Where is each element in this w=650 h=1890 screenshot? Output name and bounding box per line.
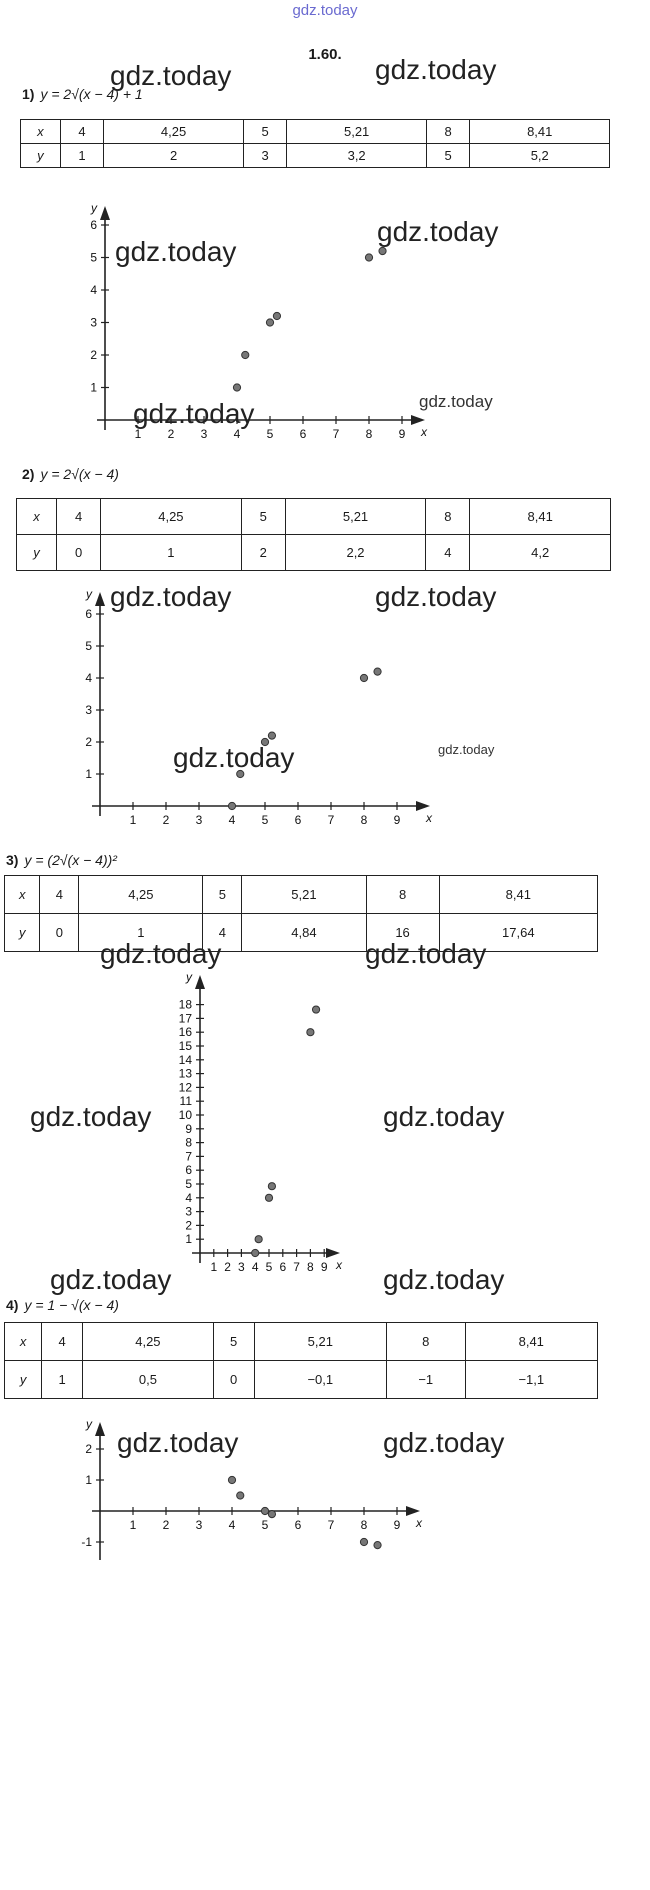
table-cell: 5,21 <box>254 1323 386 1361</box>
watermark: gdz.today <box>383 1427 505 1458</box>
watermark: gdz.today <box>100 938 222 969</box>
table-cell: 4 <box>40 876 79 914</box>
table-cell: 3,2 <box>287 144 426 168</box>
y-tick-label: -1 <box>81 1535 92 1549</box>
data-point <box>268 732 275 739</box>
part-2-title <box>22 466 119 482</box>
table-cell: 8 <box>426 499 470 535</box>
data-point <box>268 1183 275 1190</box>
x-tick-label: 9 <box>398 427 406 441</box>
y-tick-label: 2 <box>85 735 92 749</box>
table-cell: 4 <box>42 1323 83 1361</box>
data-point <box>307 1029 314 1036</box>
x-tick-label: 4 <box>251 1260 259 1274</box>
y-tick-label: 5 <box>90 250 97 265</box>
part-4-title <box>6 1297 119 1313</box>
table-cell: 1 <box>79 914 203 952</box>
x-tick-label: 4 <box>228 813 236 827</box>
table-cell: 0 <box>57 535 101 571</box>
watermark: gdz.today <box>133 398 255 429</box>
table-cell: 4,84 <box>242 914 366 952</box>
y-tick-label: 4 <box>90 283 97 297</box>
task-number: 1.60. <box>308 46 342 63</box>
y-tick-label: 9 <box>185 1121 192 1136</box>
x-tick-label: 2 <box>224 1260 231 1274</box>
table-cell: −1 <box>386 1361 465 1399</box>
table-cell: 2 <box>104 144 243 168</box>
y-tick-label: 12 <box>178 1080 192 1095</box>
y-tick-label: 5 <box>85 639 92 653</box>
table-cell: 5,2 <box>470 144 610 168</box>
table-header-y: y <box>5 1361 42 1399</box>
part-4-formula: y = 1 − √(x − 4) <box>24 1297 119 1313</box>
y-axis-label: y <box>91 201 97 215</box>
table-row-x <box>17 499 611 535</box>
x-tick-label: 6 <box>294 1518 302 1532</box>
watermark: gdz.today <box>30 1101 152 1132</box>
x-tick-label: 5 <box>261 1518 269 1532</box>
x-tick-label: 4 <box>233 427 241 441</box>
table-cell: 1 <box>101 535 242 571</box>
table-cell: 8 <box>426 120 470 144</box>
x-tick-label: 9 <box>393 813 401 827</box>
y-tick-label: 2 <box>185 1218 192 1233</box>
x-axis-label: x <box>426 811 432 825</box>
values-table-4 <box>4 1322 598 1399</box>
y-tick-label: 4 <box>85 671 92 685</box>
table-cell: 1 <box>42 1361 83 1399</box>
table-cell: 0,5 <box>83 1361 214 1399</box>
x-axis-label: x <box>416 1516 422 1530</box>
table-cell: 4 <box>426 535 470 571</box>
y-tick-label: 7 <box>185 1149 192 1164</box>
x-tick-label: 8 <box>360 813 368 827</box>
y-tick-label: 2 <box>85 1442 92 1456</box>
table-cell: 8,41 <box>470 499 611 535</box>
x-axis-label: x <box>421 425 427 439</box>
table-row-y <box>21 144 610 168</box>
x-tick-label: 2 <box>167 427 175 441</box>
table-row-y <box>5 914 598 952</box>
table-cell: 5 <box>203 876 242 914</box>
x-tick-label: 3 <box>238 1260 245 1274</box>
data-point <box>268 1511 275 1518</box>
data-point <box>360 674 367 681</box>
part-3-number: 3) <box>6 852 19 868</box>
data-point <box>312 1006 319 1013</box>
x-tick-label: 4 <box>228 1518 236 1532</box>
x-tick-label: 8 <box>360 1518 368 1532</box>
data-point <box>374 668 381 675</box>
watermark: gdz.today <box>375 581 497 612</box>
data-point <box>228 1476 235 1483</box>
table-cell: 2 <box>241 535 285 571</box>
data-point <box>360 1538 367 1545</box>
y-axis-arrow <box>95 1422 105 1436</box>
data-point <box>261 1507 268 1514</box>
part-1-formula: y = 2√(x − 4) + 1 <box>40 86 143 102</box>
table-cell: 1 <box>60 144 104 168</box>
x-tick-label: 7 <box>327 1518 335 1532</box>
x-tick-label: 1 <box>210 1260 218 1274</box>
scatter-plot-2 <box>55 578 455 827</box>
y-tick-label: 17 <box>178 1011 192 1026</box>
table-header-y: y <box>21 144 61 168</box>
table-cell: 5,21 <box>242 876 366 914</box>
y-axis-label: y <box>86 1417 92 1431</box>
x-axis-arrow <box>411 415 425 425</box>
site-header-link[interactable]: gdz.today <box>292 2 358 19</box>
x-tick-label: 3 <box>200 427 208 441</box>
part-2-formula: y = 2√(x − 4) <box>40 466 119 482</box>
table-header-x: x <box>21 120 61 144</box>
table-cell: 4,2 <box>470 535 611 571</box>
values-table-3 <box>4 875 598 952</box>
x-axis-arrow <box>326 1248 340 1258</box>
table-header-x: x <box>5 1323 42 1361</box>
watermark: gdz.today <box>110 581 232 612</box>
watermark: gdz.today <box>117 1427 239 1458</box>
x-tick-label: 3 <box>195 1518 203 1532</box>
data-point <box>379 247 386 254</box>
table-row-x <box>5 1323 598 1361</box>
data-point <box>228 802 235 809</box>
data-point <box>365 254 372 261</box>
x-tick-label: 8 <box>307 1260 314 1274</box>
table-cell: 8 <box>366 876 439 914</box>
table-cell: 5,21 <box>285 499 426 535</box>
watermark: gdz.today <box>377 216 499 247</box>
y-tick-label: 1 <box>85 767 92 781</box>
y-tick-label: 3 <box>90 315 97 330</box>
data-point <box>273 312 280 319</box>
table-header-y: y <box>5 914 40 952</box>
table-cell: −0,1 <box>254 1361 386 1399</box>
y-tick-label: 4 <box>185 1190 192 1205</box>
x-tick-label: 7 <box>327 813 335 827</box>
watermark: gdz.today <box>115 236 237 267</box>
table-cell: 0 <box>213 1361 254 1399</box>
y-tick-label: 15 <box>178 1039 192 1053</box>
y-tick-label: 11 <box>179 1094 192 1109</box>
watermark: gdz.today <box>365 938 487 969</box>
part-4-number: 4) <box>6 1297 19 1313</box>
table-cell: 4,25 <box>83 1323 214 1361</box>
part-1-number: 1) <box>22 86 35 102</box>
x-tick-label: 9 <box>393 1518 401 1532</box>
table-cell: −1,1 <box>465 1361 597 1399</box>
table-cell: 16 <box>366 914 439 952</box>
table-row-y <box>17 535 611 571</box>
table-cell: 5 <box>243 120 287 144</box>
y-tick-label: 6 <box>85 607 92 621</box>
y-tick-label: 10 <box>178 1108 192 1122</box>
table-cell: 17,64 <box>439 914 597 952</box>
x-tick-label: 1 <box>134 427 142 441</box>
table-cell: 5 <box>213 1323 254 1361</box>
part-2-number: 2) <box>22 466 35 482</box>
table-header-x: x <box>17 499 57 535</box>
watermark: gdz.today <box>173 742 295 773</box>
y-tick-label: 2 <box>90 348 97 362</box>
table-row-x <box>21 120 610 144</box>
watermark: gdz.today <box>383 1264 505 1295</box>
x-axis-arrow <box>406 1506 420 1516</box>
table-cell: 8,41 <box>465 1323 597 1361</box>
data-point <box>242 351 249 358</box>
values-table-1 <box>20 119 610 168</box>
x-tick-label: 7 <box>293 1260 300 1274</box>
y-tick-label: 13 <box>178 1066 192 1081</box>
y-axis-arrow <box>95 592 105 606</box>
y-tick-label: 1 <box>85 1473 92 1487</box>
y-tick-label: 16 <box>178 1025 192 1040</box>
watermark: gdz.today <box>438 742 495 757</box>
y-axis-arrow <box>195 975 205 989</box>
x-tick-label: 2 <box>162 813 170 827</box>
x-tick-label: 5 <box>266 427 274 441</box>
x-tick-label: 5 <box>261 813 269 827</box>
table-row-y <box>5 1361 598 1399</box>
y-tick-label: 5 <box>185 1177 192 1191</box>
table-cell: 5,21 <box>287 120 426 144</box>
x-tick-label: 6 <box>299 427 307 441</box>
y-tick-label: 6 <box>185 1163 192 1178</box>
x-tick-label: 7 <box>332 427 340 441</box>
scatter-plot-3 <box>150 967 370 1277</box>
x-tick-label: 3 <box>195 813 203 827</box>
watermark: gdz.today <box>375 54 497 85</box>
y-tick-label: 8 <box>185 1135 192 1150</box>
data-point <box>265 1194 272 1201</box>
y-tick-label: 3 <box>85 703 92 717</box>
table-row-x <box>5 876 598 914</box>
y-tick-label: 14 <box>178 1052 192 1067</box>
watermark: gdz.today <box>419 392 493 411</box>
data-point <box>252 1249 259 1256</box>
y-tick-label: 1 <box>90 380 97 395</box>
table-cell: 3 <box>243 144 287 168</box>
x-tick-label: 5 <box>265 1260 273 1274</box>
x-axis-arrow <box>416 801 430 811</box>
table-cell: 8,41 <box>470 120 610 144</box>
watermark: gdz.today <box>50 1264 172 1295</box>
table-cell: 8,41 <box>439 876 597 914</box>
table-cell: 5 <box>426 144 470 168</box>
y-axis-label: y <box>186 970 192 984</box>
watermark: gdz.today <box>110 60 232 91</box>
table-cell: 4,25 <box>79 876 203 914</box>
data-point <box>266 319 273 326</box>
data-point <box>233 384 240 391</box>
y-axis-label: y <box>86 587 92 601</box>
watermark: gdz.today <box>383 1101 505 1132</box>
x-tick-label: 6 <box>294 813 302 827</box>
table-cell: 0 <box>40 914 79 952</box>
table-cell: 4 <box>60 120 104 144</box>
x-tick-label: 1 <box>129 813 137 827</box>
x-axis-label: x <box>336 1258 342 1272</box>
table-cell: 4,25 <box>101 499 242 535</box>
table-cell: 5 <box>241 499 285 535</box>
table-cell: 2,2 <box>285 535 426 571</box>
x-tick-label: 6 <box>279 1260 287 1274</box>
table-header-x: x <box>5 876 40 914</box>
table-cell: 4 <box>203 914 242 952</box>
x-tick-label: 8 <box>365 427 373 441</box>
y-tick-label: 3 <box>185 1204 192 1219</box>
table-header-y: y <box>17 535 57 571</box>
data-point <box>374 1542 381 1549</box>
table-cell: 8 <box>386 1323 465 1361</box>
part-3-title <box>6 852 117 868</box>
data-point <box>237 1492 244 1499</box>
x-tick-label: 1 <box>129 1518 137 1532</box>
table-cell: 4,25 <box>104 120 243 144</box>
y-tick-label: 6 <box>90 218 97 232</box>
table-cell: 4 <box>57 499 101 535</box>
part-3-formula: y = (2√(x − 4))² <box>24 852 117 868</box>
x-tick-label: 9 <box>320 1260 328 1274</box>
data-point <box>255 1236 262 1243</box>
y-axis-arrow <box>100 206 110 220</box>
y-tick-label: 18 <box>178 997 192 1012</box>
values-table-2 <box>16 498 611 571</box>
x-tick-label: 2 <box>162 1518 170 1532</box>
y-tick-label: 1 <box>185 1232 192 1247</box>
